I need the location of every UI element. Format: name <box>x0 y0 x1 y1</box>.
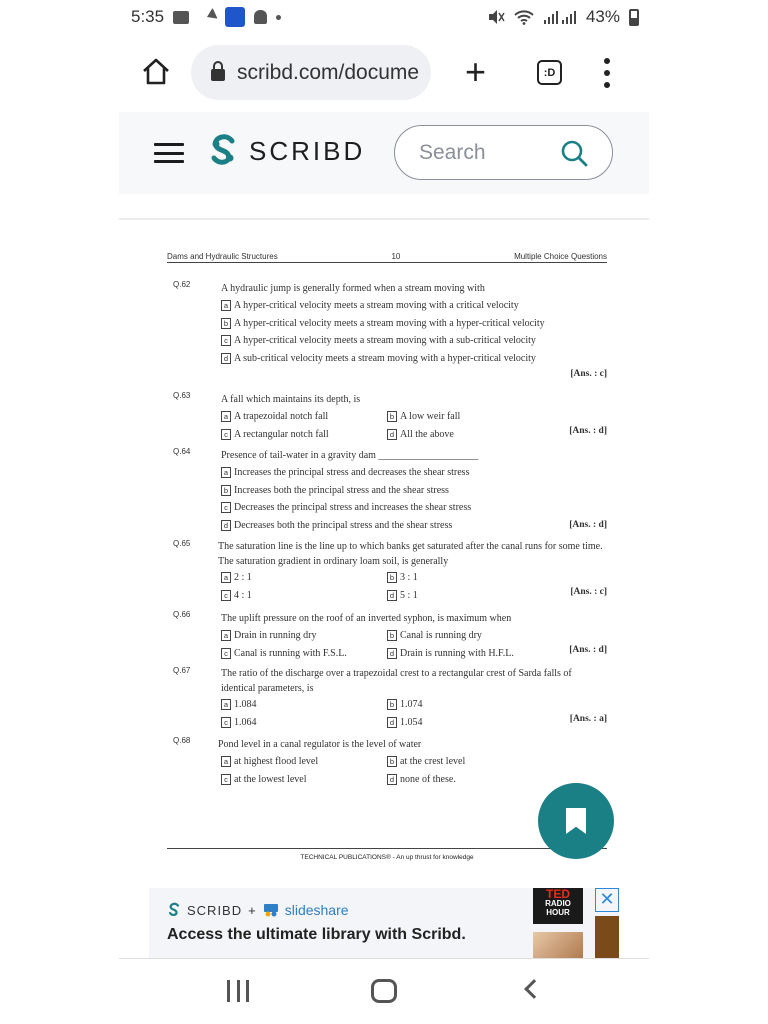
wifi-icon <box>514 9 534 25</box>
option-b: b 1.074 <box>387 696 541 714</box>
question-65 <box>167 539 607 604</box>
question-63 <box>167 391 607 443</box>
ad-thumbnail-image <box>595 916 619 958</box>
bell-icon <box>254 10 267 24</box>
scribd-logo-icon <box>167 902 181 918</box>
option-d: d none of these. <box>387 771 541 789</box>
option-b: b A low weir fall <box>387 408 541 426</box>
browser-menu-button[interactable] <box>603 58 611 88</box>
question-number: Q.67 <box>173 666 191 675</box>
lock-icon <box>211 69 225 81</box>
ad-book-cover-image <box>533 932 583 958</box>
question-number: Q.62 <box>173 280 191 289</box>
search-icon[interactable] <box>560 139 588 167</box>
question-62 <box>167 280 607 382</box>
option-c: c Decreases the principal stress and increases the shear stress <box>221 499 607 517</box>
question-number: Q.68 <box>173 736 191 745</box>
tabs-button[interactable]: :D <box>537 60 562 85</box>
document-running-header <box>167 252 607 263</box>
question-67 <box>167 666 607 731</box>
option-a: a at highest flood level <box>221 753 387 771</box>
system-nav-bar <box>119 966 649 1018</box>
document-page <box>167 252 607 788</box>
question-68 <box>167 736 607 788</box>
answer-label: [Ans. : c] <box>570 586 607 597</box>
logo-text: SCRIBD <box>249 135 366 166</box>
nav-divider <box>119 958 649 959</box>
option-d: d 1.054 <box>387 714 541 732</box>
option-a: a Drain in running dry <box>221 627 387 645</box>
ad-slideshare-text: slideshare <box>284 902 349 918</box>
telegram-icon <box>196 8 217 26</box>
option-d: d Drain is running with H.F.L. <box>387 645 541 663</box>
option-d: d A sub-critical velocity meets a stream moving with a hyper-critical velocity <box>221 350 607 368</box>
option-c: c 1.064 <box>221 714 387 732</box>
option-c: c at the lowest level <box>221 771 387 789</box>
question-text: The ratio of the discharge over a trapezoidal crest to a rectangular crest of Sarda falls of identical parameters, is <box>221 668 572 694</box>
question-text: Presence of tail-water in a gravity dam ____________________ <box>221 450 479 461</box>
ad-plus: + <box>248 902 257 918</box>
dot-icon <box>276 15 281 20</box>
site-header <box>119 112 649 194</box>
search-input[interactable] <box>419 141 549 165</box>
doc-header-left: Dams and Hydraulic Structures <box>167 252 278 261</box>
scribd-logo-icon <box>207 133 239 169</box>
option-c: c A rectangular notch fall <box>221 426 387 444</box>
doc-page-number: 10 <box>391 252 401 261</box>
option-d: d 5 : 1 <box>387 587 541 605</box>
answer-label: [Ans. : d] <box>569 519 607 530</box>
option-c: c Canal is running with F.S.L. <box>221 645 387 663</box>
ted-radio-hour-image: TED RADIO HOUR <box>533 888 583 924</box>
option-a: a A hyper-critical velocity meets a stream moving with a critical velocity <box>221 297 607 315</box>
hamburger-menu-icon[interactable] <box>154 143 184 163</box>
option-b: b 3 : 1 <box>387 569 541 587</box>
question-66 <box>167 610 607 662</box>
option-c: c 4 : 1 <box>221 587 387 605</box>
search-box[interactable] <box>394 125 613 180</box>
answer-label: [Ans. : d] <box>569 425 607 436</box>
bookmark-icon <box>566 808 586 834</box>
status-time: 5:35 <box>131 7 165 26</box>
option-a: a 1.084 <box>221 696 387 714</box>
question-number: Q.66 <box>173 610 191 619</box>
back-icon[interactable] <box>524 979 544 999</box>
new-tab-button[interactable]: + <box>465 51 487 92</box>
question-text: The saturation line is the line up to which banks get saturated after the canal runs for some time. The saturation gradient in ordinary loam soil, is generally <box>218 541 603 567</box>
phone-screen <box>119 0 649 1024</box>
ad-headline: Access the ultimate library with Scribd. <box>167 926 466 943</box>
answer-label: [Ans. : c] <box>570 369 607 379</box>
question-number: Q.63 <box>173 391 191 400</box>
recent-apps-icon[interactable] <box>227 980 249 1002</box>
doc-header-right: Multiple Choice Questions <box>514 252 607 261</box>
slideshare-icon <box>263 902 279 918</box>
header-divider <box>119 218 649 220</box>
ad-close-icon[interactable]: ✕ <box>595 888 619 912</box>
option-b: b Increases both the principal stress and the shear stress <box>221 482 607 500</box>
ad-banner[interactable] <box>149 888 619 958</box>
url-text: scribd.com/docume <box>237 60 420 84</box>
option-c: c A hyper-critical velocity meets a stream moving with a sub-critical velocity <box>221 332 607 350</box>
option-a: a Increases the principal stress and decreases the shear stress <box>221 464 607 482</box>
scribd-logo[interactable] <box>207 133 365 169</box>
option-b: b A hyper-critical velocity meets a stream moving with a hyper-critical velocity <box>221 315 607 333</box>
save-bookmark-button[interactable] <box>538 783 614 859</box>
ad-scribd-text: SCRIBD <box>187 902 243 918</box>
option-b: b at the crest level <box>387 753 541 771</box>
url-bar[interactable] <box>191 45 431 100</box>
option-d: d Decreases both the principal stress and the shear stress [Ans. : d] <box>221 517 607 535</box>
home-nav-icon[interactable] <box>371 979 397 1003</box>
option-b: b Canal is running dry <box>387 627 541 645</box>
question-number: Q.64 <box>173 447 191 456</box>
option-a: a A trapezoidal notch fall <box>221 408 387 426</box>
question-text: The uplift pressure on the roof of an inverted syphon, is maximum when <box>221 613 512 624</box>
document-footer: TECHNICAL PUBLICATIONS® - An up thrust for knowledge <box>167 848 607 861</box>
mute-icon <box>487 9 505 25</box>
question-text: A fall which maintains its depth, is <box>221 394 361 405</box>
answer-label: [Ans. : d] <box>569 644 607 655</box>
signal-icon <box>543 9 577 25</box>
question-64 <box>167 447 607 534</box>
document-app-icon <box>225 7 245 27</box>
question-text: A hydraulic jump is generally formed when a stream moving with <box>221 283 485 294</box>
battery-text: 43% <box>585 7 620 26</box>
option-d: d All the above <box>387 426 541 444</box>
question-text: Pond level in a canal regulator is the level of water <box>218 739 422 750</box>
browser-toolbar <box>119 40 649 106</box>
answer-label: [Ans. : a] <box>569 713 607 724</box>
option-a: a 2 : 1 <box>221 569 387 587</box>
status-bar <box>119 0 649 34</box>
battery-icon <box>629 9 639 26</box>
question-number: Q.65 <box>173 539 191 548</box>
ad-brand-logos <box>167 902 349 918</box>
gallery-icon <box>173 11 189 24</box>
home-icon[interactable] <box>141 57 171 87</box>
